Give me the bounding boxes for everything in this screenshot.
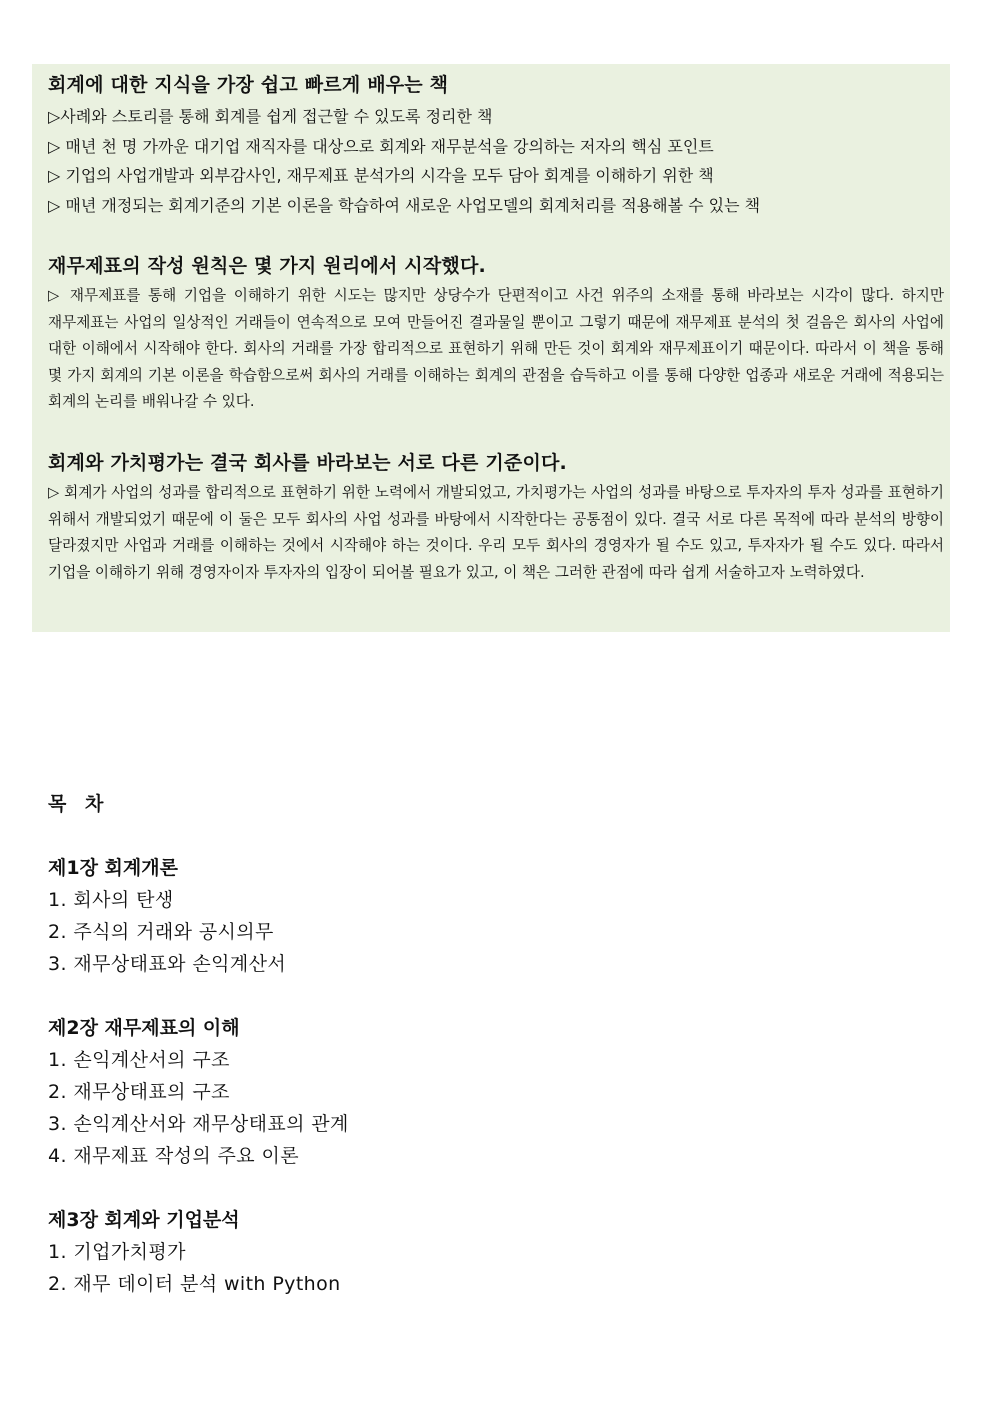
toc-item: 4. 재무제표 작성의 주요 이론 — [48, 1145, 299, 1167]
toc-item: 1. 기업가치평가 — [48, 1241, 186, 1263]
toc-item: 2. 주식의 거래와 공시의무 — [48, 921, 274, 943]
toc-title: 목 차 — [48, 793, 110, 815]
toc-item: 3. 재무상태표와 손익계산서 — [48, 953, 287, 975]
section-title: 회계와 가치평가는 결국 회사를 바라보는 서로 다른 기준이다. — [48, 451, 567, 474]
section-title: 재무제표의 작성 원칙은 몇 가지 원리에서 시작했다. — [48, 255, 486, 277]
chapter-title: 제2장 재무제표의 이해 — [48, 1017, 240, 1039]
toc-chapter — [48, 1204, 928, 1300]
section-paragraph: ▷ 회계가 사업의 성과를 합리적으로 표현하기 위한 노력에서 개발되었고, 가치평가는 사업의 성과를 바탕으로 투자자의 투자 성과를 표현하기 위해서 개발되었기 때문에 이 둘은 모두 회사의 사업 성과를 바탕에서 시작한다는 공통점이 있다. 결국 서로 다른 목적에 따라 분석의 방향이 달라졌지만 사업과 거래를 이해하는 것에서 시작해야 하는 것이다. 우리 모두 회사의 경영자가 될 수도 있고, 투자자가 될 수도 있다. 따라서 기업을 이해하기 위해 경영자이자 투자자의 입장이 되어볼 필요가 있고, 이 책은 그러한 관점에 따라 쉽게 서술하고자 노력하였다. — [48, 483, 944, 581]
spacer — [48, 1172, 928, 1204]
toc-chapter — [48, 852, 928, 980]
section-paragraph: ▷ 재무제표를 통해 기업을 이해하기 위한 시도는 많지만 상당수가 단편적이고 사건 위주의 소재를 통해 바라보는 시각이 많다. 하지만 재무제표는 사업의 일상적인 거래들이 연속적으로 모여 만들어진 결과물일 뿐이고 그렇기 때문에 재무제표 분석의 첫 걸음은 회사의 사업에 대한 이해에서 시작해야 한다. 회사의 거래를 가장 합리적으로 표현하기 위해 만든 것이 회계와 재무제표이기 때문이다. 따라서 이 책을 통해 몇 가지 회계의 기본 이론을 학습함으로써 회사의 거래를 이해하는 회계의 관점을 습득하고 이를 통해 다양한 업종과 새로운 거래에 적용되는 회계의 논리를 배워나갈 수 있다. — [48, 287, 944, 411]
table-of-contents — [48, 788, 928, 1300]
chapter-title: 제1장 회계개론 — [48, 857, 178, 879]
spacer — [48, 220, 944, 253]
bullet-item: ▷ 매년 천 명 가까운 대기업 재직자를 대상으로 회계와 재무분석을 강의하는 저자의 핵심 포인트 — [48, 136, 714, 156]
intro-summary-box — [32, 64, 950, 632]
toc-item: 3. 손익계산서와 재무상태표의 관계 — [48, 1113, 349, 1135]
toc-item: 2. 재무상태표의 구조 — [48, 1081, 230, 1103]
toc-item: 1. 손익계산서의 구조 — [48, 1049, 230, 1071]
toc-chapter — [48, 1012, 928, 1172]
spacer — [48, 416, 944, 450]
toc-item: 2. 재무 데이터 분석 with Python — [48, 1273, 341, 1295]
spacer — [48, 820, 928, 852]
section-title: 회계에 대한 지식을 가장 쉽고 빠르게 배우는 책 — [48, 74, 449, 96]
spacer — [48, 980, 928, 1012]
chapter-title: 제3장 회계와 기업분석 — [48, 1209, 240, 1231]
bullet-item: ▷ 매년 개정되는 회계기준의 기본 이론을 학습하여 새로운 사업모델의 회계처리를 적용해볼 수 있는 책 — [48, 195, 761, 215]
bullet-item: ▷ 기업의 사업개발과 외부감사인, 재무제표 분석가의 시각을 모두 담아 회계를 이해하기 위한 책 — [48, 166, 714, 185]
bullet-item: ▷사례와 스토리를 통해 회계를 쉽게 접근할 수 있도록 정리한 책 — [48, 107, 493, 126]
toc-item: 1. 회사의 탄생 — [48, 889, 174, 911]
